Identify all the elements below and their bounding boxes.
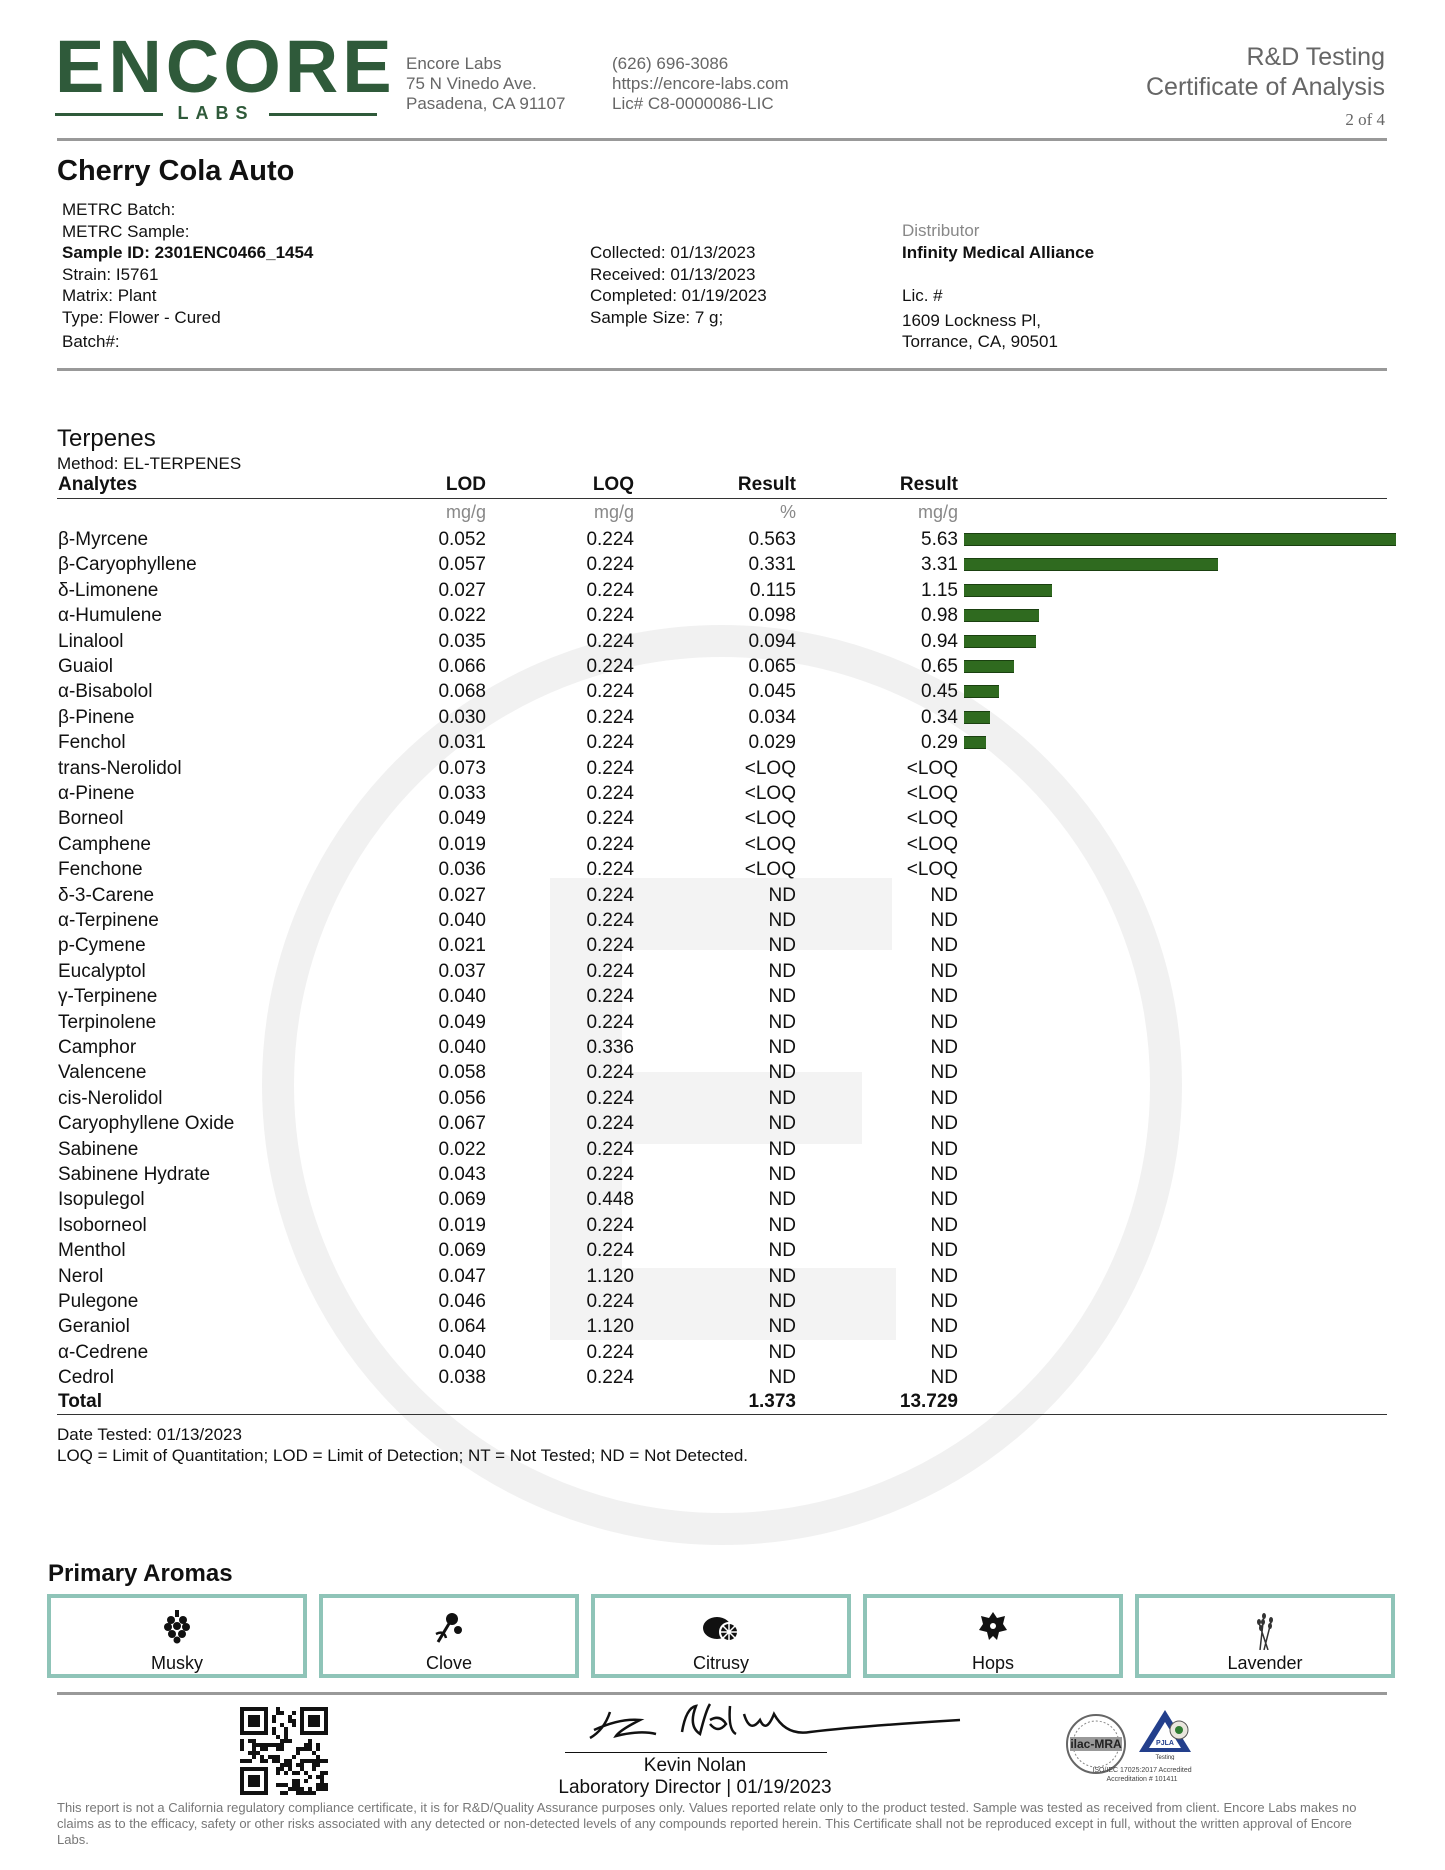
result-pct: ND [768,1341,796,1363]
analyte-name: δ-3-Carene [58,884,155,906]
result-mg: ND [930,1240,958,1262]
lod-value: 0.049 [438,808,486,830]
result-mg: 3.31 [921,554,958,576]
result-pct: 0.045 [748,681,796,703]
citrus-icon [595,1610,847,1644]
loq-value: 0.224 [586,935,634,957]
analyte-name: Guaiol [58,656,113,677]
loq-value: 0.448 [586,1189,634,1211]
collected-date: Collected: 01/13/2023 [590,243,756,262]
result-pct: 0.029 [748,732,796,754]
loq-value: 0.224 [586,1164,634,1185]
result-pct: ND [768,910,796,931]
signature-image [560,1690,970,1754]
lod-value: 0.030 [438,706,486,728]
loq-value: 1.120 [586,1265,634,1287]
loq-value: 0.224 [586,1240,634,1262]
disclaimer: This report is not a California regulatory compliance certificate, it is for R&D/Quality Assurance purposes only. Values reported relate only to the product tested. Sample was tested as received from client. Encore Labs makes no claims as to the efficacy, safety or other risks associated with any detected or non-detected levels of any compounds reported herein. This Certificate shall not be reproduced except in full, without the written approval of Encore Labs. [57,1800,1357,1847]
result-pct: <LOQ [744,757,796,779]
lod-value: 0.040 [438,1341,486,1363]
result-pct: ND [768,1011,796,1033]
result-pct: <LOQ [744,783,796,804]
analyte-name: δ-Limonene [58,579,159,601]
company-license: Lic# C8-0000086-LIC [612,94,774,113]
sample-details [62,199,313,353]
result-bar [964,685,999,698]
loq-value: 1.120 [586,1316,634,1338]
lod-value: 0.069 [438,1240,486,1262]
loq-value: 0.224 [586,706,634,728]
analyte-name: β-Caryophyllene [58,554,197,576]
iso-standard: ISO/IEC 17025:2017 Accredited [1092,1767,1192,1774]
loq-value: 0.224 [586,859,634,881]
analyte-name: Linalool [58,630,124,652]
loq-value: 0.224 [586,833,634,855]
company-name: Encore Labs [406,54,502,73]
result-mg: ND [930,1164,958,1185]
logo-subtitle [55,102,377,124]
analyte-name: α-Terpinene [58,910,159,931]
analyte-name: Eucalyptol [58,960,146,982]
header-lod: LOD [445,474,486,495]
loq-value: 0.224 [586,656,634,677]
analyte-name: Geraniol [58,1316,130,1338]
result-pct: ND [768,1367,796,1389]
result-pct: ND [768,1265,796,1287]
result-mg: ND [930,1316,958,1338]
result-mg: <LOQ [906,783,958,804]
analyte-name: Caryophyllene Oxide [58,1113,235,1135]
result-mg: 0.65 [921,656,958,677]
loq-value: 0.224 [586,960,634,982]
result-pct: ND [768,1291,796,1312]
info-divider [57,368,1387,371]
signatory-title: Laboratory Director | 01/19/2023 [558,1777,832,1798]
analyte-name: p-Cymene [58,935,146,957]
lod-value: 0.043 [438,1164,486,1185]
header-analytes: Analytes [58,474,138,495]
product-title: Cherry Cola Auto [57,155,295,187]
abbreviations-legend: LOQ = Limit of Quantitation; LOD = Limit of Detection; NT = Not Tested; ND = Not Detected. [57,1446,749,1465]
result-mg: ND [930,1037,958,1058]
result-bar [964,584,1052,597]
result-bar [964,609,1039,622]
lod-value: 0.019 [438,833,486,855]
analyte-name: α-Bisabolol [58,681,153,703]
lod-value: 0.073 [438,757,486,779]
result-bar [964,736,986,749]
lod-value: 0.046 [438,1291,486,1312]
loq-value: 0.224 [586,808,634,830]
analyte-name: Terpinolene [58,1011,157,1033]
lod-value: 0.037 [438,960,486,982]
analyte-name: Menthol [58,1240,126,1262]
loq-value: 0.224 [586,579,634,601]
sample-type: Type: Flower - Cured [62,307,221,327]
lod-value: 0.068 [438,681,486,703]
lod-value: 0.069 [438,1189,486,1211]
aroma-label: Clove [425,1653,473,1673]
clove-icon [323,1610,575,1644]
lod-value: 0.057 [438,554,486,576]
lod-value: 0.067 [438,1113,486,1135]
distributor-name: Infinity Medical Alliance [902,242,1095,262]
sample-size: Sample Size: 7 g; [590,307,724,327]
iso-accreditation-text [1052,1766,1232,1784]
lod-value: 0.035 [438,630,486,652]
received-date: Received: 01/13/2023 [590,264,756,284]
result-pct: ND [768,1037,796,1058]
table-bottom-rule [57,1414,1387,1415]
lod-value: 0.027 [438,579,486,601]
lod-value: 0.033 [438,783,486,804]
lod-value: 0.022 [438,605,486,627]
result-pct: ND [768,1240,796,1262]
result-mg: <LOQ [906,757,958,779]
result-pct: ND [768,884,796,906]
result-mg: <LOQ [906,808,958,830]
header-result-mg: Result [899,474,958,495]
loq-value: 0.224 [586,554,634,576]
pjla-text: PJLA [1156,1740,1174,1747]
result-mg: 5.63 [921,529,958,550]
table-header-rule [57,498,1387,499]
analyte-name: Camphor [58,1037,137,1058]
sample-dates [590,242,767,328]
analyte-name: γ-Terpinene [58,986,158,1008]
terpenes-title: Terpenes [57,425,156,452]
loq-value: 0.224 [586,1138,634,1160]
lod-value: 0.056 [438,1087,486,1109]
lod-value: 0.021 [438,935,486,957]
loq-value: 0.224 [586,1341,634,1363]
aroma-tile-citrusy [591,1594,851,1678]
strain: Strain: I5761 [62,264,159,284]
result-pct: 0.034 [748,706,796,728]
company-address-line1: 75 N Vinedo Ave. [406,74,537,93]
result-pct: ND [768,935,796,957]
result-bar [964,660,1014,673]
result-pct: ND [768,986,796,1008]
aroma-tile-hops [863,1594,1123,1678]
lod-value: 0.038 [438,1367,486,1389]
analyte-name: α-Cedrene [58,1341,149,1363]
page-number: 2 of 4 [1345,110,1385,129]
accreditation-number: Accreditation # 101411 [1106,1776,1178,1783]
analyte-name: Cedrol [58,1367,114,1389]
document-title [1146,42,1385,102]
lod-value: 0.027 [438,884,486,906]
analyte-name: Valencene [58,1062,147,1084]
result-mg: 1.15 [921,579,958,601]
lod-value: 0.036 [438,859,486,881]
total-label: Total [58,1391,102,1412]
aroma-label: Hops [971,1653,1015,1673]
result-pct: <LOQ [744,833,796,855]
lod-value: 0.031 [438,732,486,754]
total-mg: 13.729 [899,1391,958,1412]
header-divider [57,138,1387,141]
loq-value: 0.224 [586,1214,634,1236]
lod-value: 0.047 [438,1265,486,1287]
result-mg: 0.29 [921,732,958,754]
analyte-name: Isoborneol [58,1214,147,1236]
analyte-name: trans-Nerolidol [58,757,182,779]
lod-value: 0.058 [438,1062,486,1084]
unit-loq: mg/g [593,502,634,522]
result-bar [964,558,1218,571]
metrc-sample: METRC Sample: [62,221,190,241]
analyte-name: Fenchone [58,859,143,881]
loq-value: 0.224 [586,605,634,627]
loq-value: 0.224 [586,732,634,754]
analyte-name: Camphene [58,833,151,855]
result-bar [964,635,1036,648]
result-mg: <LOQ [906,859,958,881]
result-pct: 0.098 [748,605,796,627]
aroma-tile-lavender [1135,1594,1395,1678]
aroma-label: Lavender [1227,1653,1303,1673]
unit-lod: mg/g [445,502,486,522]
result-mg: ND [930,935,958,957]
result-pct: ND [768,1113,796,1135]
batch-number: Batch#: [62,332,120,351]
result-pct: 0.065 [748,656,796,677]
result-pct: ND [768,1214,796,1236]
lod-value: 0.066 [438,656,486,677]
result-mg: ND [930,1291,958,1312]
distributor-address-line2: Torrance, CA, 90501 [902,332,1058,351]
analyte-name: β-Pinene [58,706,135,728]
result-mg: ND [930,1062,958,1084]
result-pct: 0.563 [748,529,796,550]
analyte-name: cis-Nerolidol [58,1087,163,1109]
loq-value: 0.336 [586,1037,634,1058]
header-loq: LOQ [592,474,634,495]
result-bar [964,533,1396,546]
lod-value: 0.019 [438,1214,486,1236]
analyte-name: Pulegone [58,1291,139,1312]
logo-wordmark: ENCORE [55,25,396,108]
analyte-name: Borneol [58,808,124,830]
loq-value: 0.224 [586,884,634,906]
date-tested: Date Tested: 01/13/2023 [57,1425,242,1444]
result-pct: 0.115 [749,579,796,601]
company-address-line2: Pasadena, CA 91107 [406,94,566,113]
loq-value: 0.224 [586,1113,634,1135]
sample-id: Sample ID: 2301ENC0466_1454 [62,243,314,262]
loq-value: 0.224 [586,630,634,652]
matrix: Matrix: Plant [62,286,157,305]
analyte-name: Fenchol [58,732,126,754]
result-mg: ND [930,1189,958,1211]
aroma-tile-musky [47,1594,307,1678]
loq-value: 0.224 [586,681,634,703]
loq-value: 0.224 [586,757,634,779]
loq-value: 0.224 [586,529,634,550]
pjla-sub-text: Testing [1155,1755,1175,1760]
distributor-label: Distributor [902,221,980,240]
result-mg: ND [930,884,958,906]
company-address [406,54,565,114]
metrc-batch: METRC Batch: [62,200,176,219]
result-mg: ND [930,960,958,982]
result-pct: <LOQ [744,859,796,881]
loq-value: 0.224 [586,1367,634,1389]
analyte-name: α-Humulene [58,605,162,627]
loq-value: 0.224 [586,783,634,804]
company-contact [612,54,789,114]
result-mg: ND [930,1011,958,1033]
result-mg: ND [930,1214,958,1236]
lod-value: 0.022 [438,1138,486,1160]
company-phone: (626) 696-3086 [612,54,729,73]
result-mg: ND [930,1341,958,1363]
loq-value: 0.224 [586,910,634,931]
result-pct: ND [768,1138,796,1160]
result-mg: ND [930,1113,958,1135]
result-pct: ND [768,1087,796,1109]
total-pct: 1.373 [748,1391,796,1412]
distributor-address-line1: 1609 Lockness Pl, [902,310,1041,330]
loq-value: 0.224 [586,1291,634,1312]
loq-value: 0.224 [586,986,634,1008]
result-pct: 0.094 [748,630,796,652]
completed-date: Completed: 01/19/2023 [590,286,767,305]
result-mg: 0.45 [921,681,958,703]
result-pct: ND [768,960,796,982]
unit-result-mg: mg/g [917,502,958,522]
signature-line [565,1752,827,1753]
document-title-line2: Certificate of Analysis [1146,73,1385,101]
result-pct: ND [768,1164,796,1185]
result-mg: ND [930,986,958,1008]
loq-value: 0.224 [586,1087,634,1109]
aroma-label: Musky [150,1653,203,1673]
lod-value: 0.040 [438,910,486,931]
distributor-license: Lic. # [902,286,943,305]
analyte-name: Sabinene [58,1138,139,1160]
loq-value: 0.224 [586,1062,634,1084]
header-result-pct: Result [737,474,796,495]
result-mg: 0.94 [921,630,958,652]
logo-sub-text: LABS [177,103,255,123]
hops-icon [867,1610,1119,1644]
aroma-tile-clove [319,1594,579,1678]
result-mg: ND [930,1138,958,1160]
result-mg: ND [930,1265,958,1287]
result-bar [964,711,990,724]
lod-value: 0.040 [438,1037,486,1058]
result-pct: 0.331 [748,554,796,576]
qr-code[interactable] [240,1707,328,1795]
company-website[interactable]: https://encore-labs.com [612,74,789,93]
aroma-label: Citrusy [692,1653,749,1673]
distributor-block [902,220,1094,353]
analyte-name: Nerol [58,1265,104,1287]
result-pct: <LOQ [744,808,796,830]
loq-value: 0.224 [586,1011,634,1033]
lavender-icon [1139,1610,1391,1644]
lod-value: 0.052 [438,529,486,550]
result-mg: ND [930,1087,958,1109]
musk-icon [51,1610,303,1644]
result-mg: ND [930,1367,958,1389]
primary-aromas-title: Primary Aromas [48,1560,233,1587]
document-title-line1: R&D Testing [1246,43,1385,71]
result-pct: ND [768,1316,796,1338]
lod-value: 0.064 [438,1316,486,1338]
analyte-name: α-Pinene [58,783,135,804]
pjla-logo [1135,1708,1225,1760]
analyte-name: Isopulegol [58,1189,145,1211]
result-mg: ND [930,910,958,931]
result-pct: ND [768,1062,796,1084]
result-pct: ND [768,1189,796,1211]
signatory-name: Kevin Nolan [643,1755,747,1776]
ilac-text: ilac-MRA [1070,1737,1122,1751]
result-mg: <LOQ [906,833,958,855]
analyte-name: Sabinene Hydrate [58,1164,211,1185]
analyte-name: β-Myrcene [58,529,149,550]
result-mg: 0.34 [921,706,958,728]
unit-result-pct: % [779,502,796,522]
lod-value: 0.040 [438,986,486,1008]
result-mg: 0.98 [921,605,958,627]
terpenes-method: Method: EL-TERPENES [57,454,242,473]
lod-value: 0.049 [438,1011,486,1033]
